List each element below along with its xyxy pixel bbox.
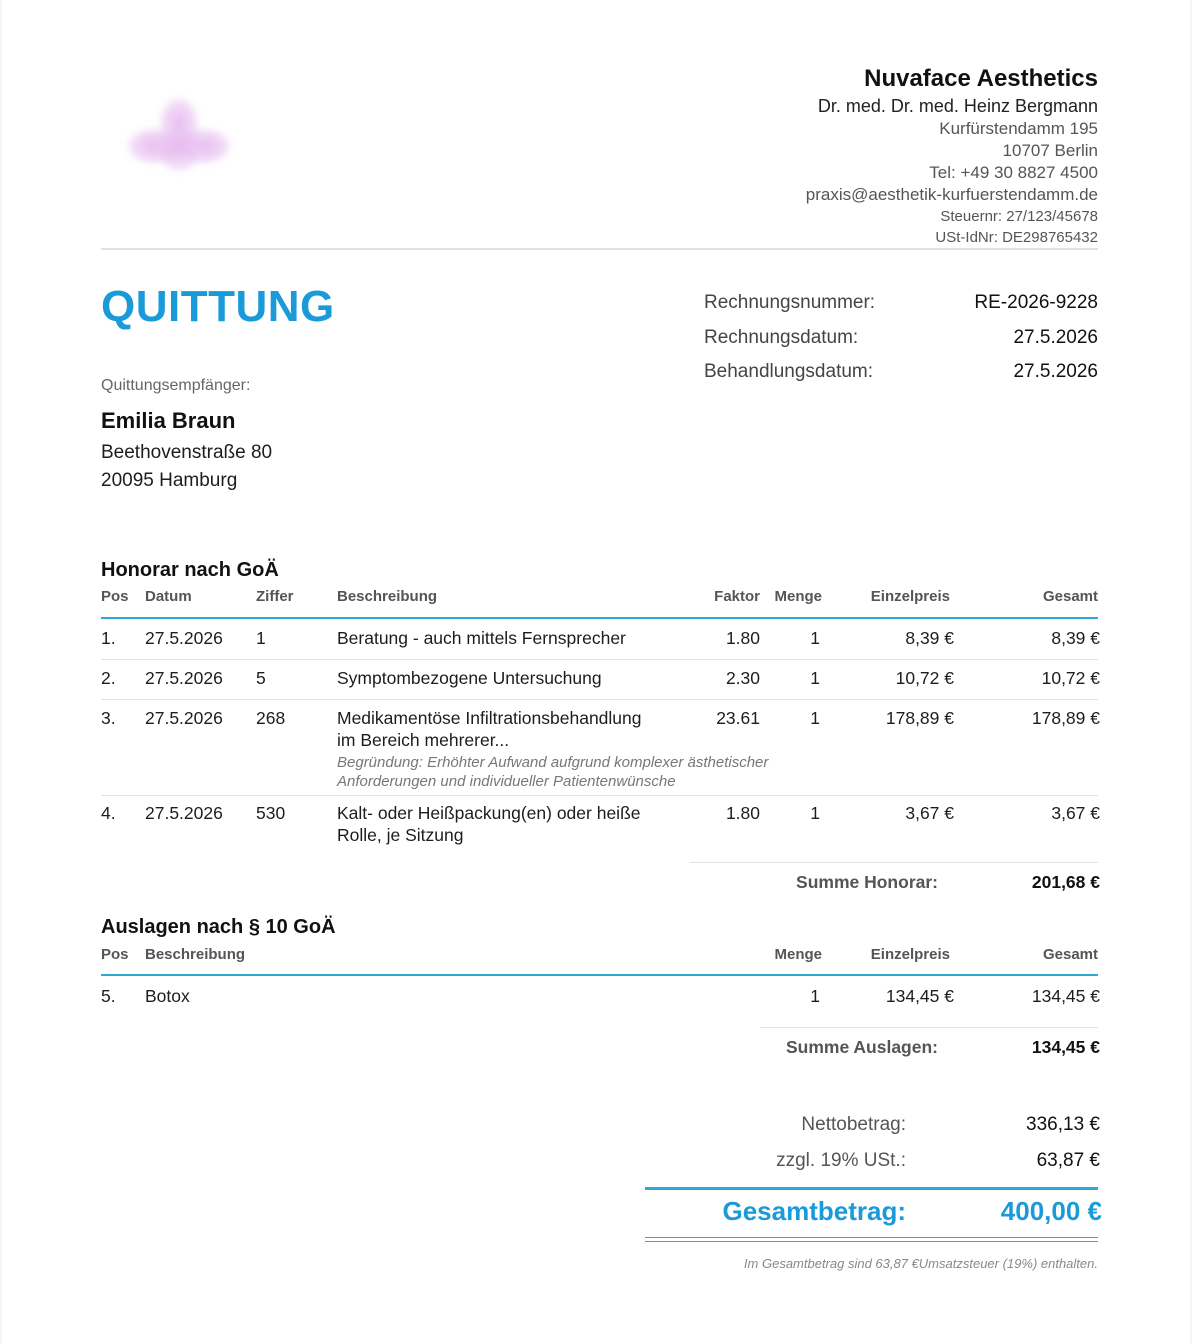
row-menge: 1: [810, 708, 820, 728]
row-ziffer: 5: [256, 668, 266, 688]
receipt-page: [2, 0, 1190, 1344]
row-divider: [101, 659, 1098, 660]
document-title: QUITTUNG: [101, 282, 335, 331]
row-einzelpreis: 3,67 €: [905, 803, 954, 823]
auslagen-header-rule: [101, 974, 1098, 976]
row-justification-note: Begründung: Erhöhter Aufwand aufgrund komplexer ästhetischer: [337, 754, 769, 771]
row-description: Beratung - auch mittels Fernsprecher: [337, 628, 626, 648]
row-datum: 27.5.2026: [145, 668, 223, 688]
col-header-gesamt: Gesamt: [1042, 946, 1098, 963]
grand-total-bottom-rule-2: [645, 1241, 1098, 1242]
row-faktor: 23.61: [716, 708, 760, 728]
row-pos: 2.: [101, 668, 116, 688]
col-header-ziffer: Ziffer: [256, 588, 294, 605]
honorar-sum-value: 201,68 €: [1031, 872, 1100, 892]
header-divider: [101, 248, 1098, 250]
row-gesamt: 8,39 €: [1051, 628, 1100, 648]
recipient-street: Beethovenstraße 80: [101, 442, 273, 463]
recipient-name: Emilia Braun: [101, 408, 236, 433]
row-description: Botox: [145, 986, 190, 1006]
row-datum: 27.5.2026: [145, 628, 223, 648]
col-header-einzelpreis: Einzelpreis: [870, 588, 950, 605]
row-datum: 27.5.2026: [145, 803, 223, 823]
meta-row-invoice-number: [704, 286, 1098, 321]
clinic-city: 10707 Berlin: [1002, 141, 1098, 160]
doctor-name: Dr. med. Dr. med. Heinz Bergmann: [817, 96, 1098, 116]
meta-label: Rechnungsnummer:: [704, 292, 876, 313]
row-pos: 1.: [101, 628, 116, 648]
row-description-cont: im Bereich mehrerer...: [337, 730, 510, 750]
clinic-phone: Tel: +49 30 8827 4500: [929, 163, 1098, 182]
meta-label: Rechnungsdatum:: [704, 326, 859, 348]
clinic-vat-id: USt-IdNr: DE298765432: [935, 229, 1098, 246]
row-faktor: 1.80: [725, 628, 760, 648]
meta-row-invoice-date: [704, 321, 1098, 356]
row-menge: 1: [810, 628, 820, 648]
auslagen-sum-label: Summe Auslagen:: [785, 1037, 938, 1057]
row-menge: 1: [810, 986, 820, 1006]
col-header-beschreibung: Beschreibung: [145, 946, 246, 963]
clinic-name: Nuvaface Aesthetics: [864, 65, 1098, 92]
row-justification-note-cont: Anforderungen und individueller Patientenwünsche: [337, 773, 676, 790]
grand-total-value: 400,00 €: [1000, 1196, 1102, 1226]
col-header-datum: Datum: [145, 588, 192, 605]
row-gesamt: 134,45 €: [1031, 986, 1100, 1006]
vat-label: zzgl. 19% USt.:: [776, 1150, 906, 1171]
row-einzelpreis: 8,39 €: [905, 628, 954, 648]
meta-value: 27.5.2026: [1013, 361, 1098, 382]
row-einzelpreis: 178,89 €: [885, 708, 954, 728]
meta-value: 27.5.2026: [1013, 326, 1098, 348]
net-amount-value: 336,13 €: [1026, 1114, 1100, 1135]
grand-total-bottom-rule: [645, 1237, 1098, 1238]
meta-row-treatment-date: [704, 355, 1098, 390]
row-ziffer: 268: [256, 708, 286, 728]
col-header-beschreibung: Beschreibung: [337, 588, 438, 605]
col-header-gesamt: Gesamt: [1042, 588, 1098, 605]
lotus-logo-icon: [120, 88, 238, 184]
meta-value: RE-2026-9228: [974, 292, 1098, 313]
row-ziffer: 530: [256, 803, 286, 823]
row-description: Symptombezogene Untersuchung: [337, 668, 602, 688]
recipient-label: Quittungsempfänger:: [101, 377, 251, 394]
honorar-sum-label: Summe Honorar:: [796, 872, 938, 892]
col-header-menge: Menge: [774, 946, 822, 963]
invoice-meta: [704, 286, 1098, 390]
net-amount-label: Nettobetrag:: [801, 1114, 906, 1135]
row-faktor: 1.80: [725, 803, 760, 823]
row-description: Medikamentöse Infiltrationsbehandlung: [337, 708, 642, 728]
clinic-street: Kurfürstendamm 195: [939, 119, 1098, 138]
row-einzelpreis: 134,45 €: [885, 986, 954, 1006]
clinic-email: praxis@aesthetik-kurfuerstendamm.de: [805, 185, 1098, 204]
recipient-city: 20095 Hamburg: [101, 470, 238, 491]
row-description-cont: Rolle, je Sitzung: [337, 825, 464, 845]
auslagen-sum-value: 134,45 €: [1031, 1037, 1100, 1057]
col-header-menge: Menge: [774, 588, 822, 605]
row-datum: 27.5.2026: [145, 708, 223, 728]
col-header-faktor: Faktor: [714, 588, 760, 605]
vat-value: 63,87 €: [1036, 1150, 1100, 1171]
auslagen-sum-divider: [760, 1027, 1098, 1028]
row-pos: 3.: [101, 708, 116, 728]
row-gesamt: 10,72 €: [1041, 668, 1100, 688]
row-divider: [101, 795, 1098, 796]
row-divider: [101, 699, 1098, 700]
vat-footnote: Im Gesamtbetrag sind 63,87 €Umsatzsteuer (19%) enthalten.: [743, 1256, 1098, 1271]
meta-label: Behandlungsdatum:: [704, 361, 874, 382]
row-menge: 1: [810, 803, 820, 823]
honorar-sum-divider: [690, 862, 1098, 863]
row-gesamt: 178,89 €: [1031, 708, 1100, 728]
grand-total-top-rule: [645, 1187, 1098, 1190]
row-ziffer: 1: [256, 628, 266, 648]
row-einzelpreis: 10,72 €: [895, 668, 954, 688]
honorar-section-title: Honorar nach GoÄ: [101, 559, 279, 581]
row-faktor: 2.30: [725, 668, 760, 688]
grand-total-label: Gesamtbetrag:: [722, 1196, 906, 1226]
clinic-header: [806, 64, 1098, 248]
col-header-pos: Pos: [101, 946, 129, 963]
row-menge: 1: [810, 668, 820, 688]
row-pos: 4.: [101, 803, 116, 823]
row-description: Kalt- oder Heißpackung(en) oder heiße: [337, 803, 641, 823]
col-header-einzelpreis: Einzelpreis: [870, 946, 950, 963]
clinic-tax-number: Steuernr: 27/123/45678: [940, 208, 1098, 225]
col-header-pos: Pos: [101, 588, 129, 605]
auslagen-section-title: Auslagen nach § 10 GoÄ: [101, 916, 336, 938]
row-gesamt: 3,67 €: [1051, 803, 1100, 823]
honorar-header-rule: [101, 617, 1098, 619]
row-pos: 5.: [101, 986, 116, 1006]
